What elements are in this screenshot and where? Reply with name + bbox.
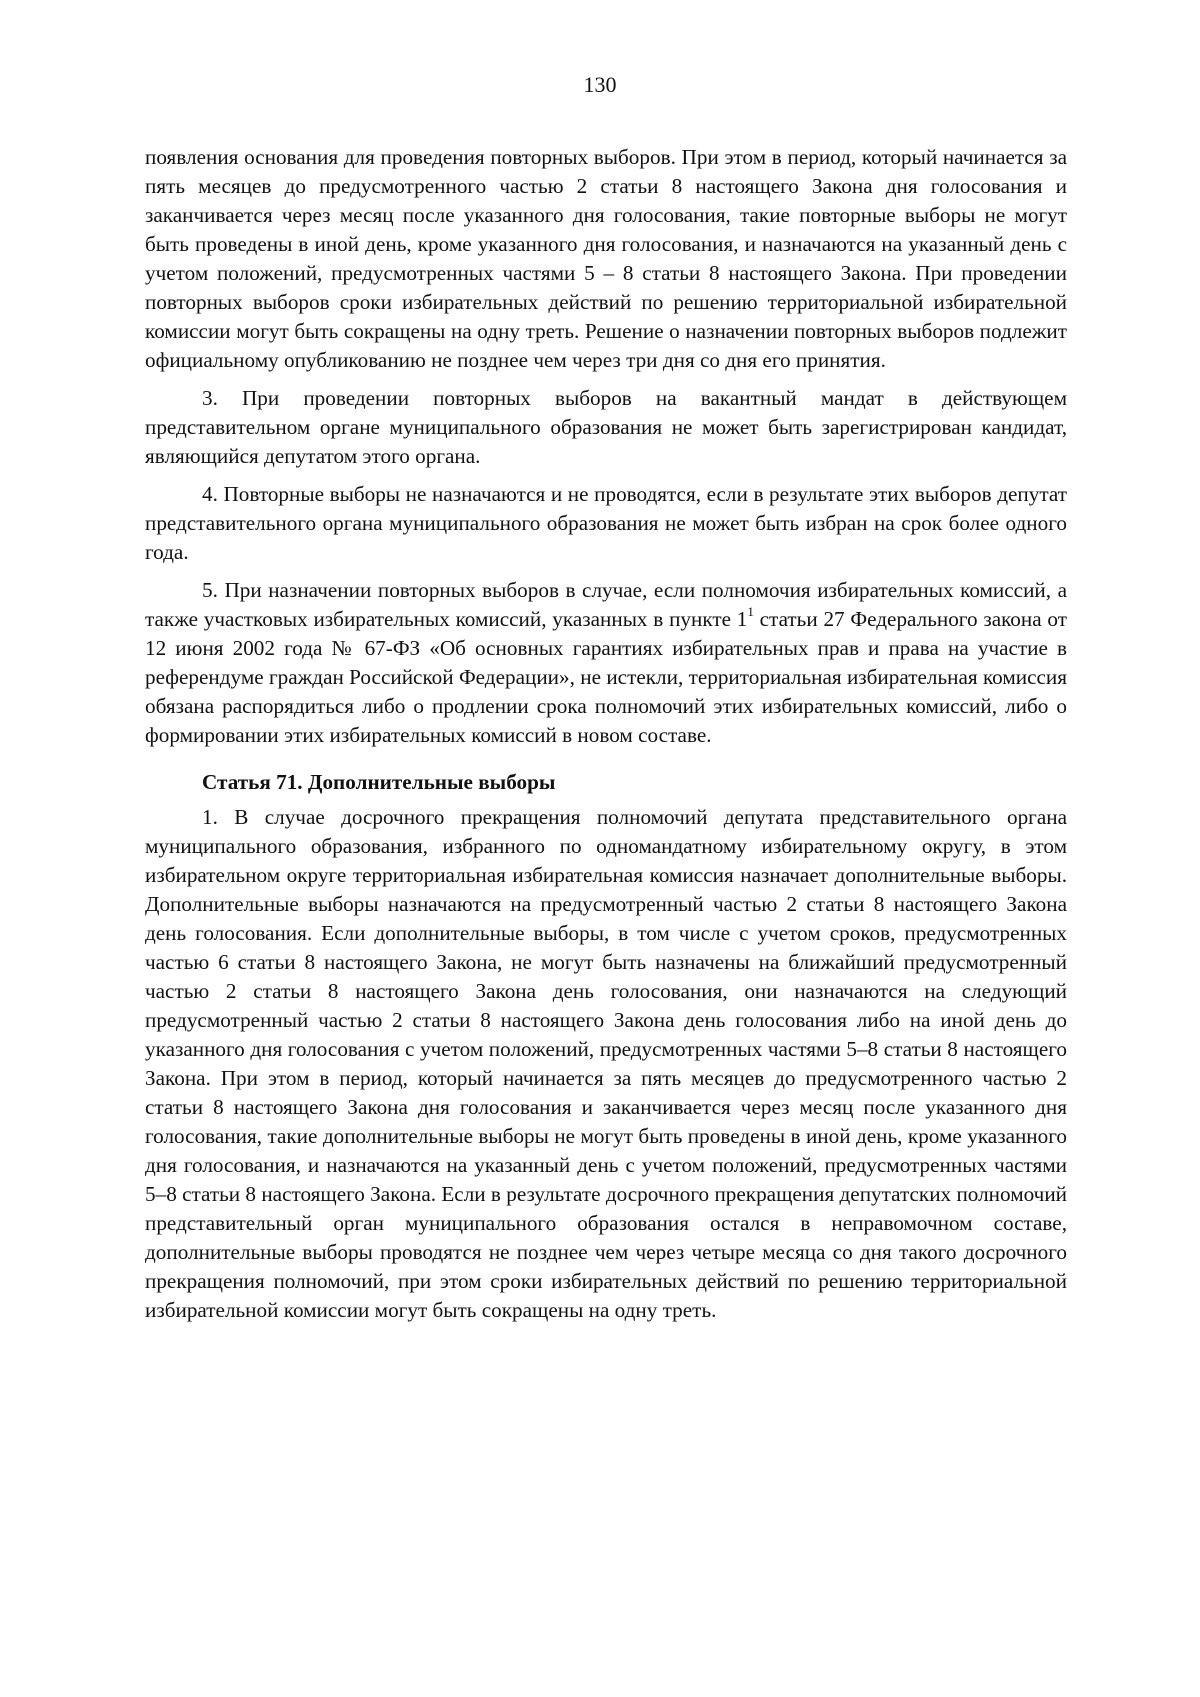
paragraph-5-text-a: 5. При назначении повторных выборов в случае, если полномочия избирательных комиссий, а также участковых избирательных комиссий, указанных в пункте 1 — [145, 578, 1067, 631]
article-71-heading: Статья 71. Дополнительные выборы — [202, 770, 556, 794]
document-body — [145, 143, 1067, 1334]
page-number: 130 — [583, 72, 617, 97]
article-71-paragraph-1: 1. В случае досрочного прекращения полномочий депутата представительного органа муниципального образования, избранного по одномандатному избирательному округу, в этом избирательном округе территориальная избирательная комиссия назначает дополнительные выборы. Дополнительные выборы назначаются на предусмотренный частью 2 статьи 8 настоящего Закона день голосования. Если дополнительные выборы, в том числе с учетом сроков, предусмотренных частью 6 статьи 8 настоящего Закона, не могут быть назначены на ближайший предусмотренный частью 2 статьи 8 настоящего Закона день голосования, они назначаются на следующий предусмотренный частью 2 статьи 8 настоящего Закона день голосования либо на иной день до указанного дня голосования с учетом положений, предусмотренных частями 5–8 статьи 8 настоящего Закона. При этом в период, который начинается за пять месяцев до предусмотренного частью 2 статьи 8 настоящего Закона дня голосования и заканчивается через месяц после указанного дня голосования, такие дополнительные выборы не могут быть проведены в иной день, кроме указанного дня голосования, и назначаются на указанный день с учетом положений, предусмотренных частями 5–8 статьи 8 настоящего Закона. Если в результате досрочного прекращения депутатских полномочий представительный орган муниципального образования остался в неправомочном составе, дополнительные выборы проводятся не позднее чем через четыре месяца со дня такого досрочного прекращения полномочий, при этом сроки избирательных действий по решению территориальной избирательной комиссии могут быть сокращены на одну треть. — [145, 805, 1067, 1322]
paragraph-5-text-b: статьи 27 Федерального закона от 12 июня 2002 года № 67-ФЗ «Об основных гарантиях избирательных прав и права на участие в референдуме граждан Российской Федерации», не истекли, территориальная избирательная комиссия обязана распорядиться либо о продлении срока полномочий этих избирательных комиссий, либо о формировании этих избирательных комиссий в новом составе. — [145, 607, 1067, 747]
paragraph-5 — [145, 576, 1067, 750]
paragraph-continuation: появления основания для проведения повторных выборов. При этом в период, который начинается за пять месяцев до предусмотренного частью 2 статьи 8 настоящего Закона дня голосования и заканчивается через месяц после указанного дня голосования, такие повторные выборы не могут быть проведены в иной день, кроме указанного дня голосования, и назначаются на указанный день с учетом положений, предусмотренных частями 5 – 8 статьи 8 настоящего Закона. При проведении повторных выборов сроки избирательных действий по решению территориальной избирательной комиссии могут быть сокращены на одну треть. Решение о назначении повторных выборов подлежит официальному опубликованию не позднее чем через три дня со дня его принятия. — [145, 145, 1067, 372]
paragraph-3: 3. При проведении повторных выборов на вакантный мандат в действующем представительном органе муниципального образования не может быть зарегистрирован кандидат, являющийся депутатом этого органа. — [145, 386, 1067, 468]
paragraph-5-superscript: 1 — [747, 603, 754, 619]
paragraph-4: 4. Повторные выборы не назначаются и не проводятся, если в результате этих выборов депутат представительного органа муниципального образования не может быть избран на срок более одного года. — [145, 482, 1067, 564]
